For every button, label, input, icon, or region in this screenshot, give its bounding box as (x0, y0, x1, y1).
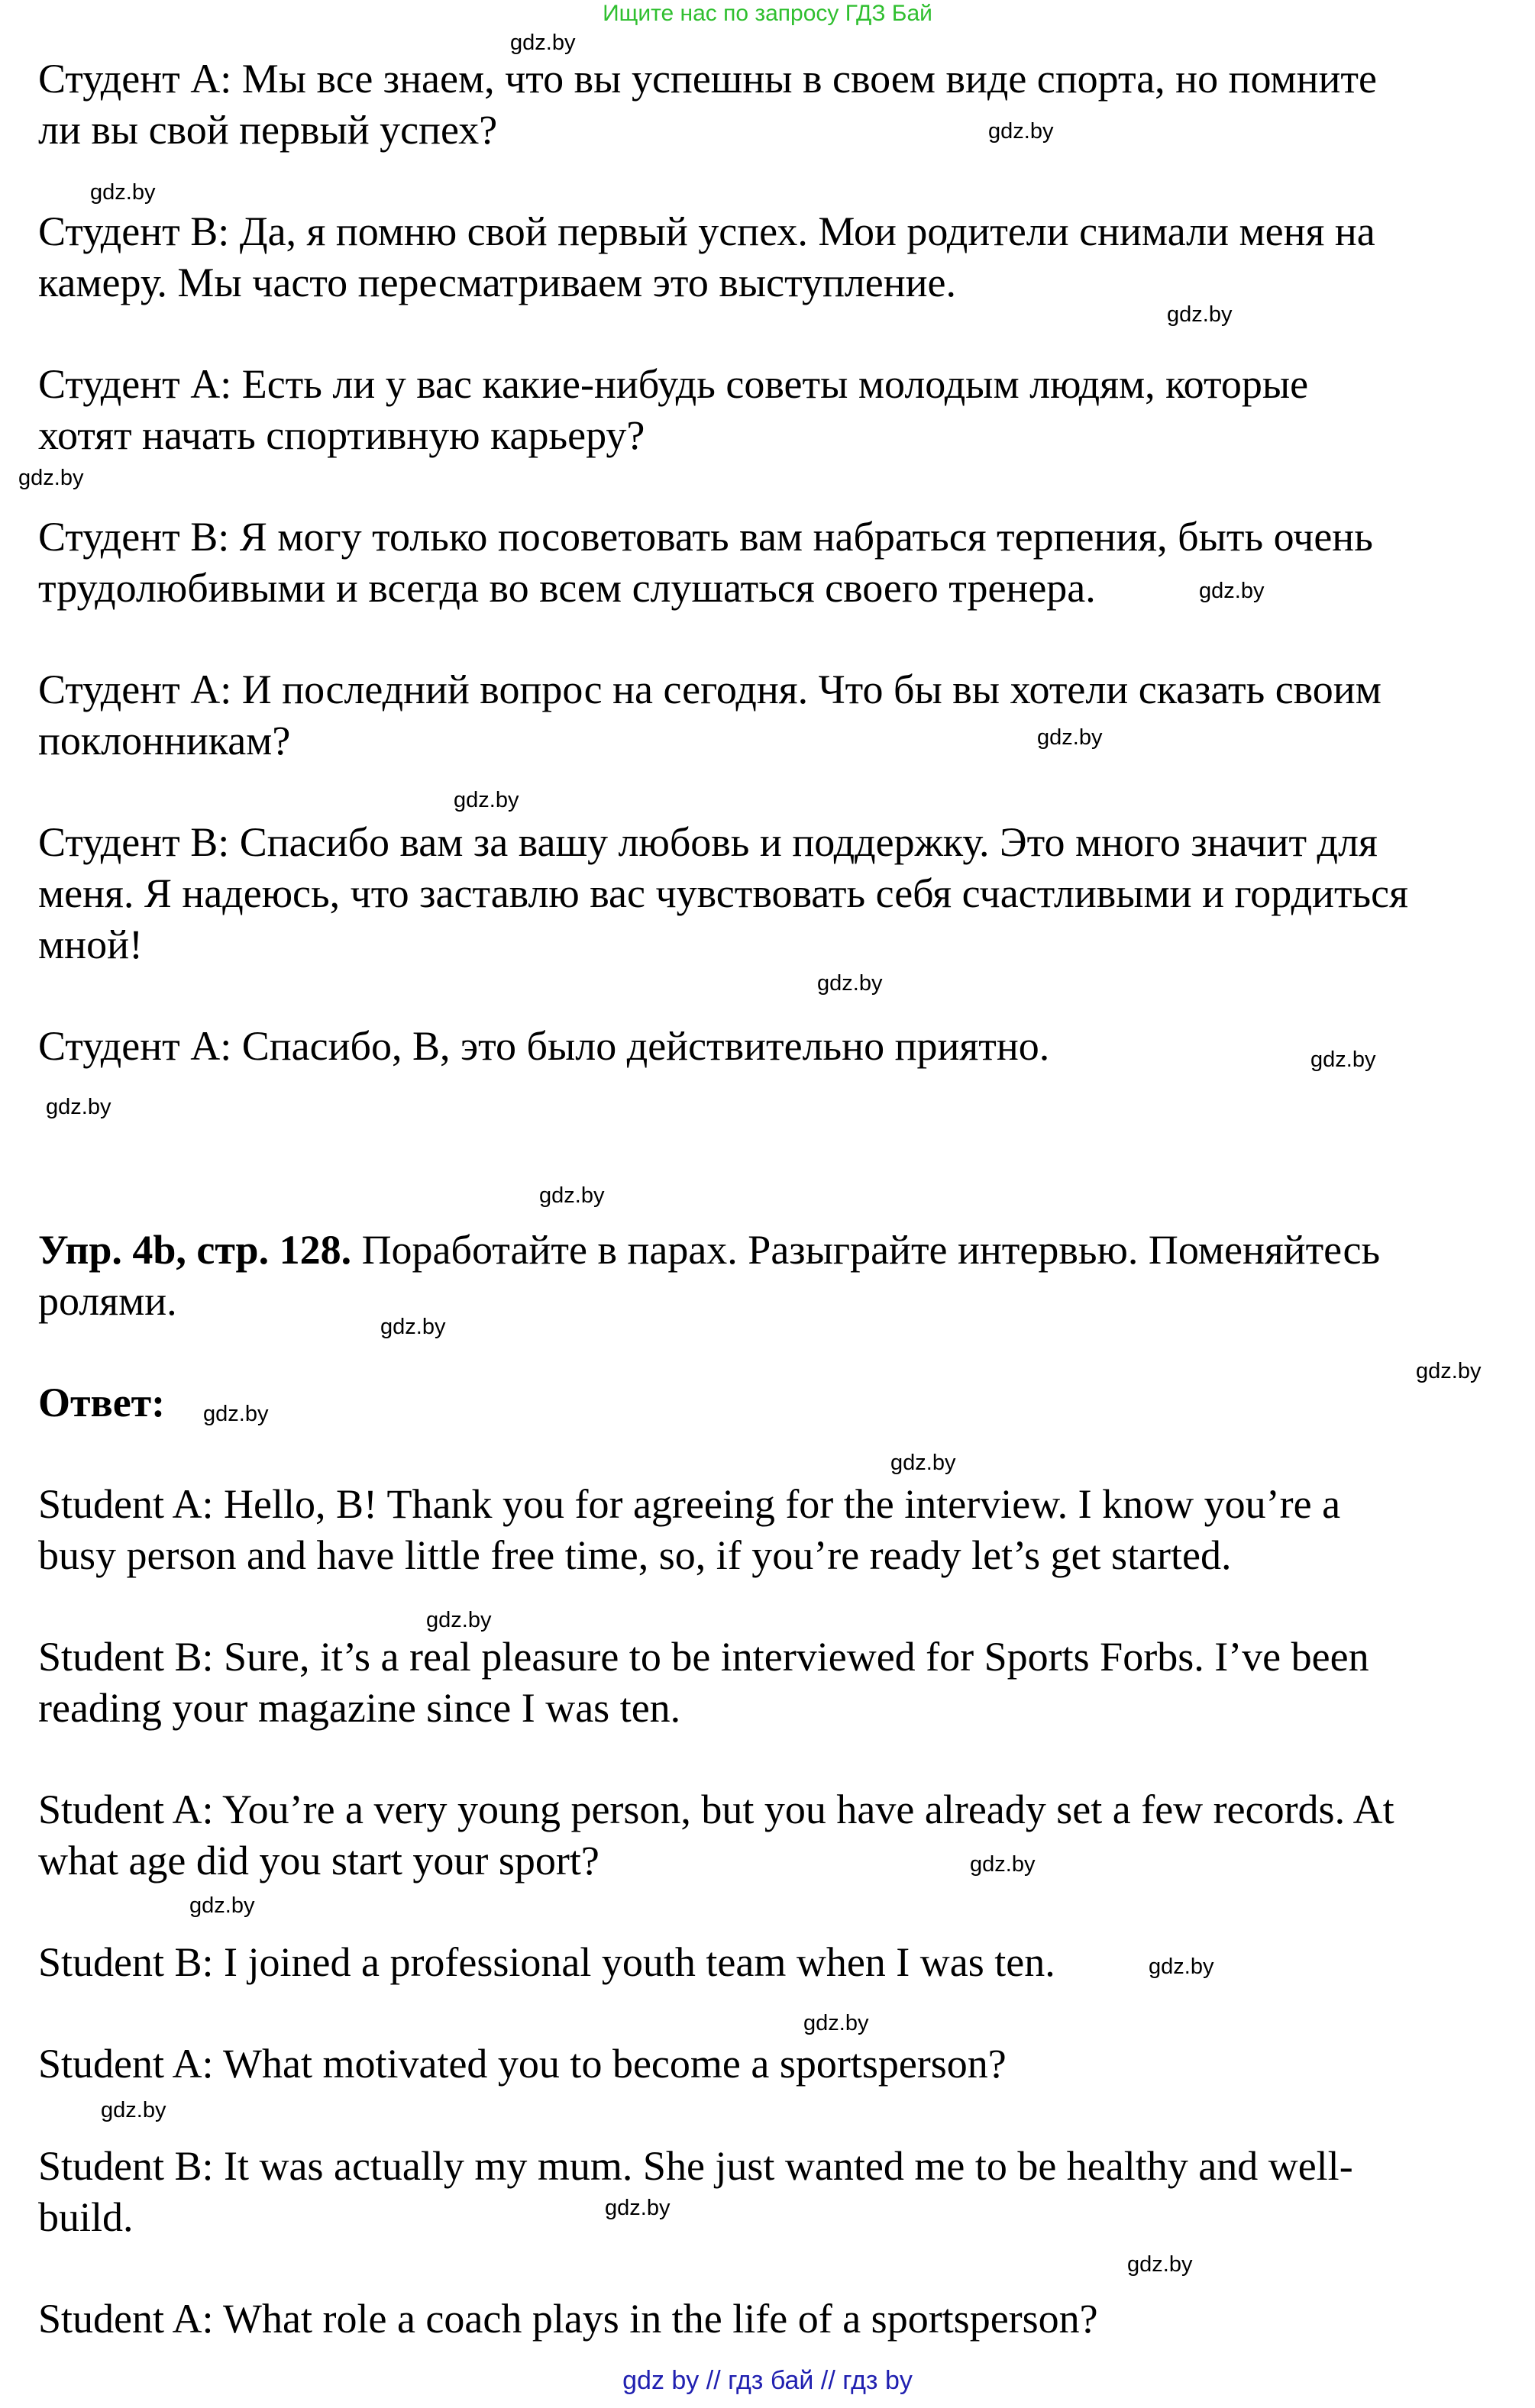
watermark: gdz.by (426, 1608, 492, 1632)
dialogue-line (38, 1937, 1527, 1988)
text-line: ли вы свой первый успех? (38, 107, 498, 153)
watermark: gdz.by (539, 1183, 605, 1208)
dialogue-line (38, 53, 1527, 156)
text-line: Студент А: Спасибо, В, это было действительно приятно. (38, 1023, 1050, 1069)
top-banner[interactable]: Ищите нас по запросу ГДЗ Бай (603, 1, 932, 26)
dialogue-line (38, 1479, 1527, 1581)
text-line: Студент А: Мы все знаем, что вы успешны в своем виде спорта, но помните (38, 56, 1377, 102)
watermark: gdz.by (18, 466, 84, 490)
text-line: Student B: It was actually my mum. She just wanted me to be healthy and well- (38, 2143, 1353, 2189)
text-line: reading your magazine since I was ten. (38, 1685, 681, 1731)
text-line: камеру. Мы часто пересматриваем это выступление. (38, 260, 957, 305)
text-line: Студент В: Да, я помню свой первый успех. Мои родители снимали меня на (38, 208, 1375, 254)
text-line: трудолюбивыми и всегда во всем слушаться своего тренера. (38, 565, 1096, 611)
exercise-text: ролями. (38, 1278, 177, 1324)
text-line: мной! (38, 922, 143, 967)
watermark: gdz.by (970, 1852, 1036, 1877)
text-line: Студент А: Есть ли у вас какие-нибудь советы молодым людям, которые (38, 361, 1309, 407)
dialogue-line (38, 206, 1527, 308)
watermark: gdz.by (1416, 1359, 1482, 1383)
exercise-line (38, 1225, 1527, 1276)
dialogue-line (38, 664, 1527, 767)
text-line: Student A: You’re a very young person, but you have already set a few records. At (38, 1787, 1394, 1832)
dialogue-line (38, 2141, 1527, 2243)
watermark: gdz.by (1149, 1954, 1214, 1979)
watermark: gdz.by (90, 180, 156, 205)
text-line: busy person and have little free time, so, if you’re ready let’s get started. (38, 1532, 1232, 1578)
watermark: gdz.by (605, 2196, 671, 2220)
dialogue-line (38, 512, 1527, 614)
dialogue-line (38, 359, 1527, 461)
dialogue-line (38, 1632, 1527, 1734)
dialogue-line (38, 2038, 1527, 2090)
watermark: gdz.by (454, 788, 519, 812)
watermark: gdz.by (1037, 725, 1103, 750)
text-line: what age did you start your sport? (38, 1838, 599, 1883)
dialogue-line (38, 1021, 1527, 1072)
text-line: Студент В: Спасибо вам за вашу любовь и поддержку. Это много значит для (38, 819, 1378, 865)
watermark: gdz.by (101, 2098, 166, 2122)
watermark: gdz.by (803, 2011, 869, 2035)
watermark: gdz.by (1167, 302, 1233, 327)
dialogue-line (38, 2293, 1527, 2345)
text-line: Student A: What motivated you to become a sportsperson? (38, 2041, 1007, 2087)
exercise-heading: Упр. 4b, стр. 128. (38, 1227, 352, 1273)
dialogue-line (38, 1784, 1527, 1887)
text-line: Студент В: Я могу только посоветовать вам набраться терпения, быть очень (38, 514, 1373, 560)
text-line: Student B: I joined a professional youth team when I was ten. (38, 1939, 1055, 1985)
text-line: Student A: What role a coach plays in the life of a sportsperson? (38, 2296, 1098, 2342)
dialogue-line (38, 817, 1527, 970)
watermark: gdz.by (1199, 579, 1265, 603)
watermark: gdz.by (1310, 1047, 1376, 1072)
exercise-block (38, 1225, 1527, 1327)
watermark: gdz.by (203, 1402, 269, 1426)
footer-links[interactable]: gdz by // гдз бай // гдз by (622, 2366, 913, 2395)
text-line: Студент А: И последний вопрос на сегодня. Что бы вы хотели сказать своим (38, 667, 1382, 712)
watermark: gdz.by (988, 119, 1054, 144)
text-line: меня. Я надеюсь, что заставлю вас чувствовать себя счастливыми и гордиться (38, 870, 1408, 916)
text-line: поклонникам? (38, 718, 291, 763)
watermark: gdz.by (890, 1451, 956, 1475)
text-line: build. (38, 2194, 134, 2240)
text-line: Student A: Hello, B! Thank you for agreeing for the interview. I know you’re a (38, 1481, 1341, 1527)
answer-label: Ответ: (38, 1380, 166, 1425)
watermark: gdz.by (510, 31, 576, 55)
text-line: хотят начать спортивную карьеру? (38, 412, 645, 458)
watermark: gdz.by (817, 971, 883, 996)
watermark: gdz.by (46, 1095, 111, 1119)
exercise-text: Поработайте в парах. Разыграйте интервью. Поменяйтесь (351, 1227, 1381, 1273)
watermark: gdz.by (189, 1893, 255, 1918)
watermark: gdz.by (380, 1315, 446, 1339)
watermark: gdz.by (1127, 2252, 1193, 2277)
text-line: Student B: Sure, it’s a real pleasure to be interviewed for Sports Forbs. I’ve been (38, 1634, 1369, 1680)
